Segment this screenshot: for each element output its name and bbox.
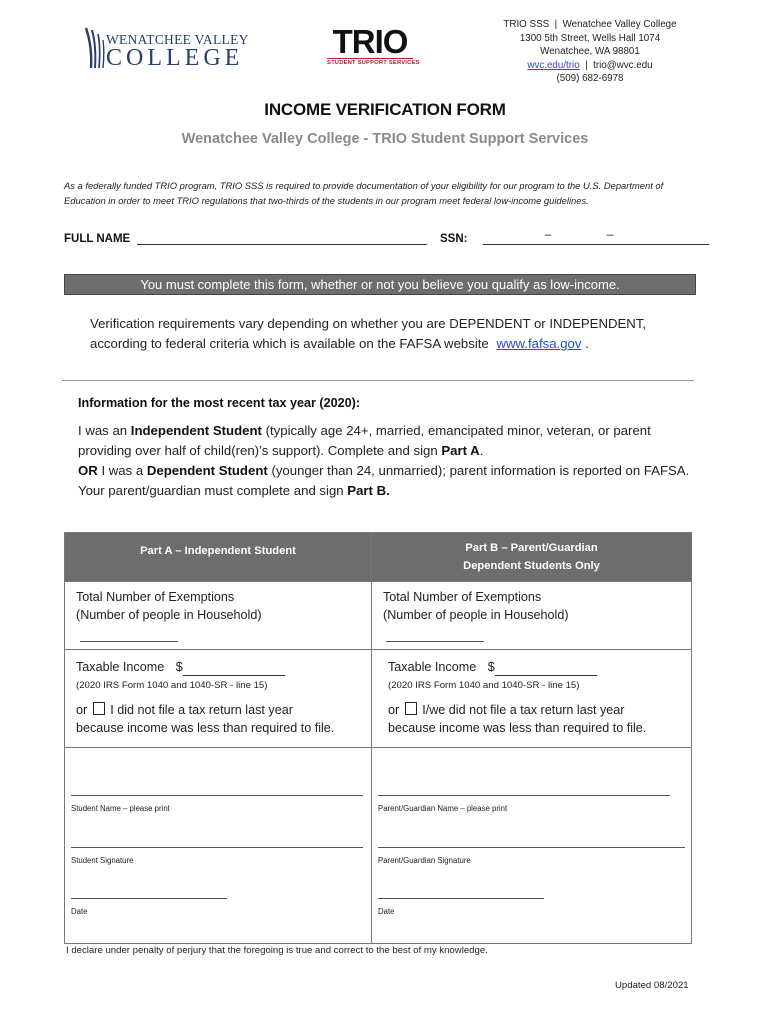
part-a-reference: Part A (441, 443, 480, 458)
contact-email: trio@wvc.edu (593, 59, 653, 71)
contact-line-web (470, 59, 710, 73)
parent-signature-field[interactable] (378, 847, 685, 848)
text-fragment: I was a (97, 463, 147, 478)
column-divider (371, 533, 372, 943)
tax-year-heading: Information for the most recent tax year (2020): (78, 396, 361, 410)
wenatchee-valley-college-logo (84, 26, 249, 72)
part-a-exemptions (76, 588, 262, 624)
or-word: or (76, 703, 88, 717)
contact-line-city: Wenatchee, WA 98801 (540, 46, 640, 58)
row-divider (65, 581, 691, 582)
irs-form-note: (2020 IRS Form 1040 and 1040-SR - line 15) (388, 680, 580, 691)
part-a-header-text: Part A – Independent Student (140, 545, 296, 557)
student-name-label: Student Name – please print (71, 804, 170, 813)
no-return-reason: because income was less than required to file. (76, 721, 335, 735)
student-signature-field[interactable] (71, 847, 363, 848)
page-title: INCOME VERIFICATION FORM (264, 100, 506, 119)
part-b-exemptions (383, 588, 569, 624)
student-signature-label: Student Signature (71, 856, 134, 865)
fafsa-link[interactable]: www.fafsa.gov (496, 336, 582, 351)
trio-logo (327, 23, 420, 69)
part-b-income-field[interactable] (495, 661, 597, 676)
no-return-label: I/we did not file a tax return last year (422, 703, 625, 717)
trio-logo-subtext: STUDENT SUPPORT SERVICES (327, 60, 420, 66)
verification-text: Verification requirements vary depending on whether you are DEPENDENT or INDEPENDENT, according to federal criteria which is available on the FAFSA website (90, 316, 647, 351)
dependent-paragraph (78, 461, 698, 501)
part-b-exemptions-field[interactable] (386, 641, 484, 642)
perjury-declaration: I declare under penalty of perjury that the foregoing is true and correct to the best of my knowledge. (66, 945, 488, 956)
text-fragment: (typically age 24+, married, emancipated minor, veteran, or parent providing over half of child(ren)’s support). Complete and sign (78, 423, 651, 458)
text-fragment: I was an (78, 423, 131, 438)
parent-date-label: Date (378, 907, 395, 916)
full-name-label: FULL NAME (64, 233, 131, 245)
updated-date: Updated 08/2021 (615, 980, 689, 991)
checkbox-icon[interactable] (405, 702, 417, 715)
student-date-field[interactable] (71, 898, 227, 899)
intro-paragraph: As a federally funded TRIO program, TRIO SSS is required to provide documentation of your eligibility for our program to the U.S. Department of Education in order to meet TRIO regulations that two-thirds of the students in our program meet federal low-income guidelines. (64, 180, 664, 206)
dependent-student-term: Dependent Student (146, 463, 268, 478)
ssn-dash-1: _ (544, 224, 552, 236)
irs-form-note: (2020 IRS Form 1040 and 1040-SR - line 15) (76, 680, 268, 691)
parent-name-label: Parent/Guardian Name – please print (378, 804, 508, 813)
or-word: or (388, 703, 400, 717)
independent-paragraph (78, 421, 698, 461)
part-b-header-line2: Dependent Students Only (463, 560, 600, 572)
taxable-income-label: Taxable Income (76, 660, 165, 674)
exemptions-sublabel: (Number of people in Household) (76, 608, 262, 622)
contact-separator: | (579, 59, 594, 71)
text-fragment: . (479, 443, 484, 458)
contact-phone: (509) 682-6978 (556, 73, 624, 85)
full-name-row (64, 232, 427, 245)
parent-name-field[interactable] (378, 795, 670, 796)
income-table (64, 532, 692, 944)
full-name-field[interactable] (137, 232, 427, 245)
student-date-label: Date (71, 907, 88, 916)
verification-end: . (581, 336, 589, 351)
row-divider (65, 649, 691, 650)
divider (62, 380, 694, 381)
parent-signature-label: Parent/Guardian Signature (378, 856, 471, 865)
ssn-field[interactable] (483, 224, 709, 245)
exemptions-label: Total Number of Exemptions (76, 590, 235, 604)
college-logo-bottom-text: COLLEGE (106, 45, 244, 71)
no-return-label: I did not file a tax return last year (110, 703, 293, 717)
contact-line-address: 1300 5th Street, Wells Hall 1074 (519, 32, 661, 44)
no-return-reason: because income was less than required to file. (388, 721, 647, 735)
exemptions-sublabel: (Number of people in Household) (383, 608, 569, 622)
part-b-header (372, 533, 691, 581)
currency-symbol: $ (175, 660, 183, 674)
part-a-income-field[interactable] (183, 661, 285, 676)
trio-logo-word: TRIO (332, 23, 408, 60)
currency-symbol: $ (487, 660, 495, 674)
notice-banner: You must complete this form, whether or not you believe you qualify as low-income. (64, 274, 696, 295)
taxable-income-label: Taxable Income (388, 660, 477, 674)
college-logo-mark-icon (84, 26, 106, 70)
checkbox-icon[interactable] (93, 702, 105, 715)
student-status-text (78, 421, 698, 501)
contact-line-program: TRIO SSS | Wenatchee Valley College (503, 19, 677, 30)
parent-date-field[interactable] (378, 898, 544, 899)
part-a-taxable-income (76, 658, 285, 676)
part-b-header-line1: Part B – Parent/Guardian (465, 542, 598, 554)
part-a-header (65, 533, 371, 581)
exemptions-label: Total Number of Exemptions (383, 590, 542, 604)
part-b-reference: Part B. (347, 483, 390, 498)
page-subtitle: Wenatchee Valley College - TRIO Student Support Services (181, 131, 589, 147)
part-a-no-return (76, 701, 334, 737)
part-b-no-return (388, 701, 646, 737)
row-divider (65, 747, 691, 748)
contact-block (470, 18, 710, 86)
part-b-taxable-income (388, 658, 597, 676)
text-fragment: (younger than 24, unmarried); parent information is reported on FAFSA. Your parent/guardian must complete and sign (78, 463, 690, 498)
website-link[interactable]: wvc.edu/trio (527, 59, 580, 71)
student-name-field[interactable] (71, 795, 363, 796)
part-a-exemptions-field[interactable] (80, 641, 178, 642)
verification-paragraph (90, 314, 690, 354)
college-logo-top-text: WENATCHEE VALLEY (106, 32, 249, 47)
ssn-label: SSN: (440, 233, 468, 245)
independent-student-term: Independent Student (130, 423, 262, 438)
ssn-row (440, 224, 709, 245)
ssn-dash-2: _ (606, 224, 614, 236)
or-term: OR (78, 463, 98, 478)
